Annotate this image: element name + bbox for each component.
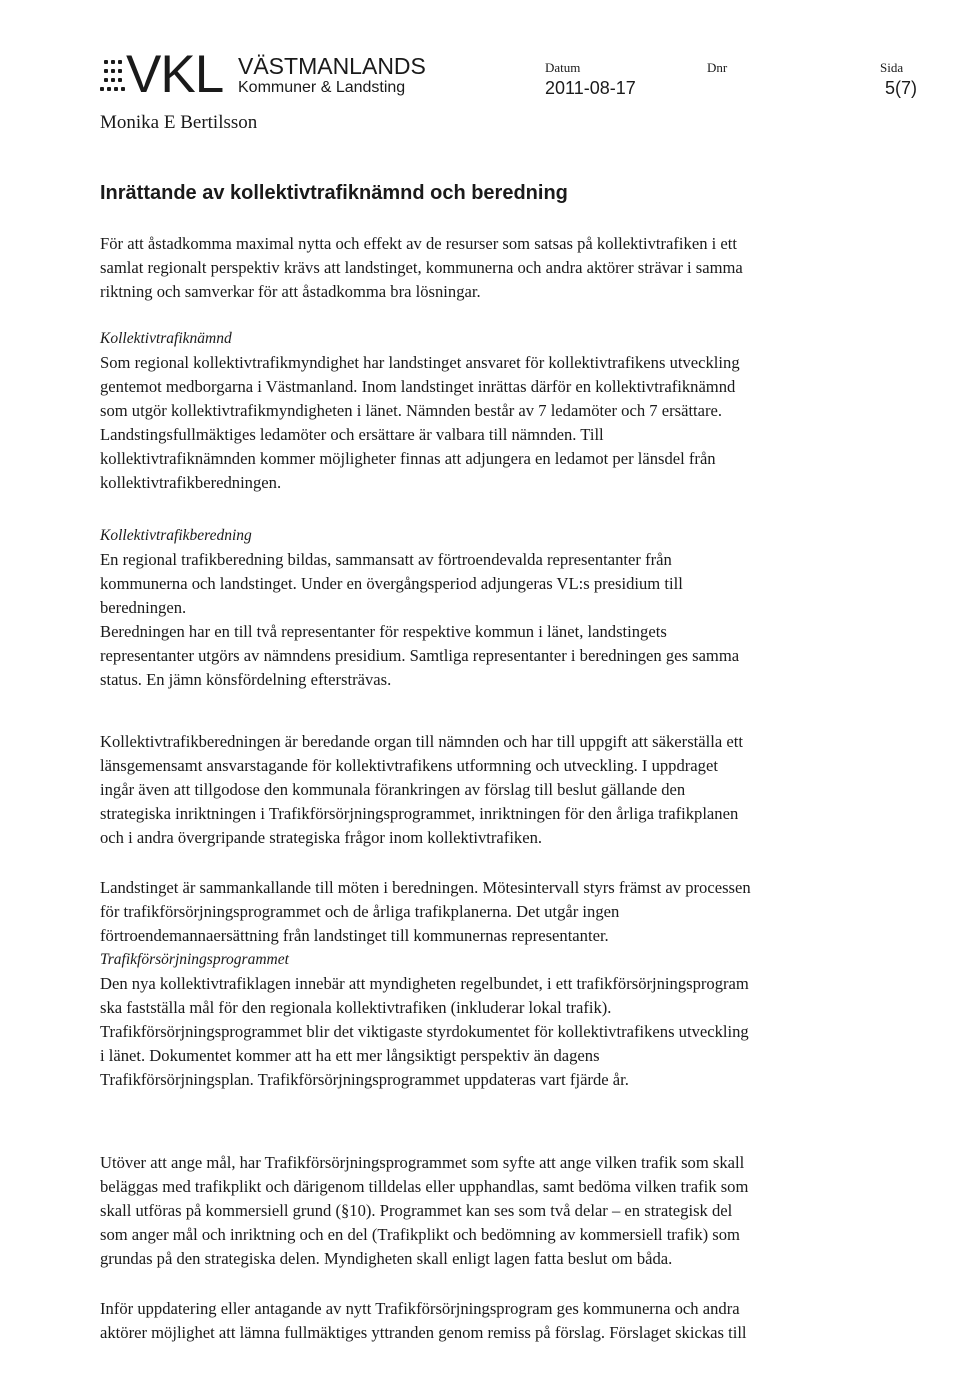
paragraph-beredning-uppdrag [100, 730, 920, 850]
org-name-line1: VÄSTMANLANDS [238, 53, 426, 79]
text-line: Den nya kollektivtrafiklagen innebär att myndigheten regelbundet, i ett trafikförsörjningsprogram [100, 974, 749, 993]
text-line: Beredningen har en till två representanter för respektive kommun i länet, landstingets [100, 622, 667, 641]
text-line: För att åstadkomma maximal nytta och effekt av de resurser som satsas på kollektivtrafiken i ett [100, 234, 737, 253]
text-line: för trafikförsörjningsprogrammet och de årliga trafikplanerna. Det utgår ingen [100, 902, 620, 921]
text-line: som utgör kollektivtrafikmyndigheten i länet. Nämnden består av 7 ledamöter och 7 ersättare. [100, 401, 723, 420]
sida-label: Sida [880, 60, 904, 75]
text-line: Utöver att ange mål, har Trafikförsörjningsprogrammet som syfte att ange vilken trafik som skall [100, 1153, 745, 1172]
text-line: kommunerna och landstinget. Under en övergångsperiod adjungeras VL:s presidium till [100, 574, 683, 593]
text-line: Kollektivtrafikberedningen är beredande organ till nämnden och har till uppgift att säkerställa ett [100, 732, 743, 751]
text-line: i länet. Dokumentet kommer att ha ett mer långsiktigt perspektiv än dagens [100, 1046, 600, 1065]
text-line: ingår även att tillgodose den kommunala förankringen av förslag till beslut gällande den [100, 780, 686, 799]
document-title: Inrättande av kollektivtrafiknämnd och beredning [100, 182, 568, 204]
section-kollektivtrafikberedning [100, 524, 920, 692]
text-line: beredningen. [100, 598, 187, 617]
text-line: samlat regionalt perspektiv krävs att landstinget, kommunerna och andra aktörer strävar i samma [100, 258, 743, 277]
paragraph-intro [100, 232, 920, 304]
text-line: Som regional kollektivtrafikmyndighet har landstinget ansvaret för kollektivtrafikens utveckling [100, 353, 740, 372]
text-line: aktörer möjlighet att lämna fullmäktiges yttranden genom remiss på förslag. Förslaget skickas till [100, 1323, 747, 1342]
section-heading: Kollektivtrafikberedning [100, 527, 252, 544]
text-line: En regional trafikberedning bildas, sammansatt av förtroendevalda representanter från [100, 550, 672, 569]
logo-text: VKL [126, 45, 224, 104]
datum-label: Datum [545, 60, 581, 75]
logo-dots-icon [100, 56, 128, 96]
text-line: skall utföras på kommersiell grund (§10). Programmet kan ses som två delar – en strategisk del [100, 1201, 733, 1220]
paragraph-syfte [100, 1151, 920, 1271]
text-line: länsgemensamt ansvarstagande för kollektivtrafikens utformning och utveckling. I uppdraget [100, 756, 718, 775]
author-name: Monika E Bertilsson [100, 112, 258, 133]
document-date: 2011-08-17 [545, 78, 636, 98]
org-name-line2: Kommuner & Landsting [238, 79, 406, 96]
paragraph-moten [100, 876, 920, 948]
text-line: Landstingsfullmäktiges ledamöter och ersättare är valbara till nämnden. Till [100, 425, 604, 444]
text-line: Landstinget är sammankallande till möten i beredningen. Mötesintervall styrs främst av processen [100, 878, 751, 897]
section-heading: Trafikförsörjningsprogrammet [100, 951, 289, 968]
text-line: kollektivtrafiknämnden kommer möjligheter finnas att adjungera en ledamot per länsdel från [100, 449, 716, 468]
text-line: Trafikförsörjningsprogrammet blir det viktigaste styrdokumentet för kollektivtrafikens utveckling [100, 1022, 749, 1041]
text-line: representanter utgörs av nämndens presidium. Samtliga representanter i beredningen ges samma [100, 646, 740, 665]
text-line: riktning och samverkar för att åstadkomma bra lösningar. [100, 282, 481, 301]
section-trafikforsorjningsprogrammet [100, 948, 920, 1092]
text-line: ska fastställa mål för den regionala kollektivtrafiken (inkluderar lokal trafik). [100, 998, 612, 1017]
dnr-label: Dnr [707, 60, 728, 75]
text-line: Inför uppdatering eller antagande av nytt Trafikförsörjningsprogram ges kommunerna och andra [100, 1299, 740, 1318]
text-line: strategiska inriktningen i Trafikförsörjningsprogrammet, inriktningen för den årliga trafikplanen [100, 804, 739, 823]
text-line: kollektivtrafikberedningen. [100, 473, 282, 492]
text-line: status. En jämn könsfördelning eftersträvas. [100, 670, 392, 689]
text-line: förtroendemannaersättning från landstinget till kommunernas representanter. [100, 926, 609, 945]
text-line: och i andra övergripande strategiska frågor inom kollektivtrafiken. [100, 828, 543, 847]
text-line: gentemot medborgarna i Västmanland. Inom landstinget inrättas därför en kollektivtrafiknämnd [100, 377, 736, 396]
section-kollektivtrafiknamnd [100, 327, 920, 495]
text-line: Trafikförsörjningsplan. Trafikförsörjningsprogrammet uppdateras vart fjärde år. [100, 1070, 629, 1089]
page-number: 5(7) [885, 78, 918, 98]
text-line: grundas på den strategiska delen. Myndigheten skall enligt lagen fatta beslut om båda. [100, 1249, 673, 1268]
text-line: som anger mål och inriktning och en del (Trafikplikt och bedömning av kommersiell trafik) som [100, 1225, 740, 1244]
paragraph-remiss [100, 1297, 920, 1345]
section-heading: Kollektivtrafiknämnd [100, 330, 232, 347]
text-line: beläggas med trafikplikt och därigenom tilldelas eller upphandlas, samt bedöma vilken trafik som [100, 1177, 749, 1196]
